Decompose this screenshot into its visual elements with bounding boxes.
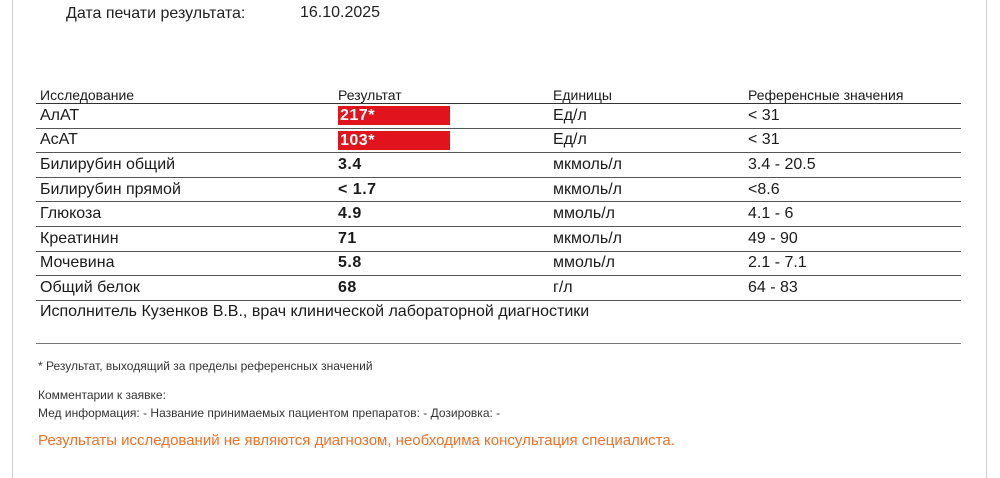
column-header-units: Единицы [549, 84, 744, 104]
test-result-cell [334, 226, 549, 251]
results-table [36, 84, 961, 301]
test-result-cell [334, 276, 549, 301]
table-row [36, 128, 961, 153]
test-reference: 64 - 83 [744, 276, 961, 301]
test-name: Мочевина [36, 251, 334, 276]
comments-label: Комментарии к заявке: [38, 388, 166, 402]
test-result-cell [334, 128, 549, 153]
test-name: Билирубин прямой [36, 177, 334, 202]
test-result-cell [334, 251, 549, 276]
results-body [36, 104, 961, 301]
test-name: Глюкоза [36, 202, 334, 227]
table-header-row [36, 84, 961, 104]
test-result: 71 [338, 229, 357, 247]
test-name: Креатинин [36, 226, 334, 251]
test-reference: 2.1 - 7.1 [744, 251, 961, 276]
test-reference: < 31 [744, 104, 961, 129]
test-reference: < 31 [744, 128, 961, 153]
test-reference: 49 - 90 [744, 226, 961, 251]
test-result-cell [334, 104, 549, 129]
flagged-result: 103* [338, 131, 450, 150]
test-reference: 4.1 - 6 [744, 202, 961, 227]
table-row [36, 226, 961, 251]
test-units: Ед/л [549, 104, 744, 129]
test-units: мкмоль/л [549, 177, 744, 202]
test-units: мкмоль/л [549, 153, 744, 178]
page-border-right [986, 0, 987, 478]
test-result-cell [334, 153, 549, 178]
executor-line: Исполнитель Кузенков В.В., врач клинической лабораторной диагностики [40, 303, 590, 320]
column-header-result: Результат [334, 84, 549, 104]
test-result: 3.4 [338, 155, 362, 173]
test-result-cell [334, 202, 549, 227]
flagged-result: 217* [338, 106, 450, 125]
med-info: Мед информация: - Название принимаемых пациентом препаратов: - Дозировка: - [38, 406, 501, 420]
table-row [36, 177, 961, 202]
table-row [36, 153, 961, 178]
test-result: < 1.7 [338, 180, 377, 198]
footnote: * Результат, выходящий за пределы референсных значений [38, 359, 373, 373]
test-reference: <8.6 [744, 177, 961, 202]
print-date-label: Дата печати результата: [66, 5, 246, 22]
disclaimer: Результаты исследований не являются диагнозом, необходима консультация специалиста. [38, 432, 675, 449]
test-result: 68 [338, 278, 357, 296]
test-name: Билирубин общий [36, 153, 334, 178]
column-header-test: Исследование [36, 84, 334, 104]
test-units: Ед/л [549, 128, 744, 153]
table-row [36, 276, 961, 301]
column-header-reference: Референсные значения [744, 84, 961, 104]
test-units: мкмоль/л [549, 226, 744, 251]
divider [36, 343, 961, 344]
test-name: АлАТ [36, 104, 334, 129]
test-name: Общий белок [36, 276, 334, 301]
test-name: АсАТ [36, 128, 334, 153]
table-row [36, 202, 961, 227]
test-units: ммоль/л [549, 202, 744, 227]
table-row [36, 251, 961, 276]
page-border-left [12, 0, 13, 478]
test-result: 4.9 [338, 205, 362, 223]
test-result-cell [334, 177, 549, 202]
test-reference: 3.4 - 20.5 [744, 153, 961, 178]
print-date-value: 16.10.2025 [300, 4, 381, 21]
test-result: 5.8 [338, 254, 362, 272]
test-units: г/л [549, 276, 744, 301]
test-units: ммоль/л [549, 251, 744, 276]
table-row [36, 104, 961, 129]
